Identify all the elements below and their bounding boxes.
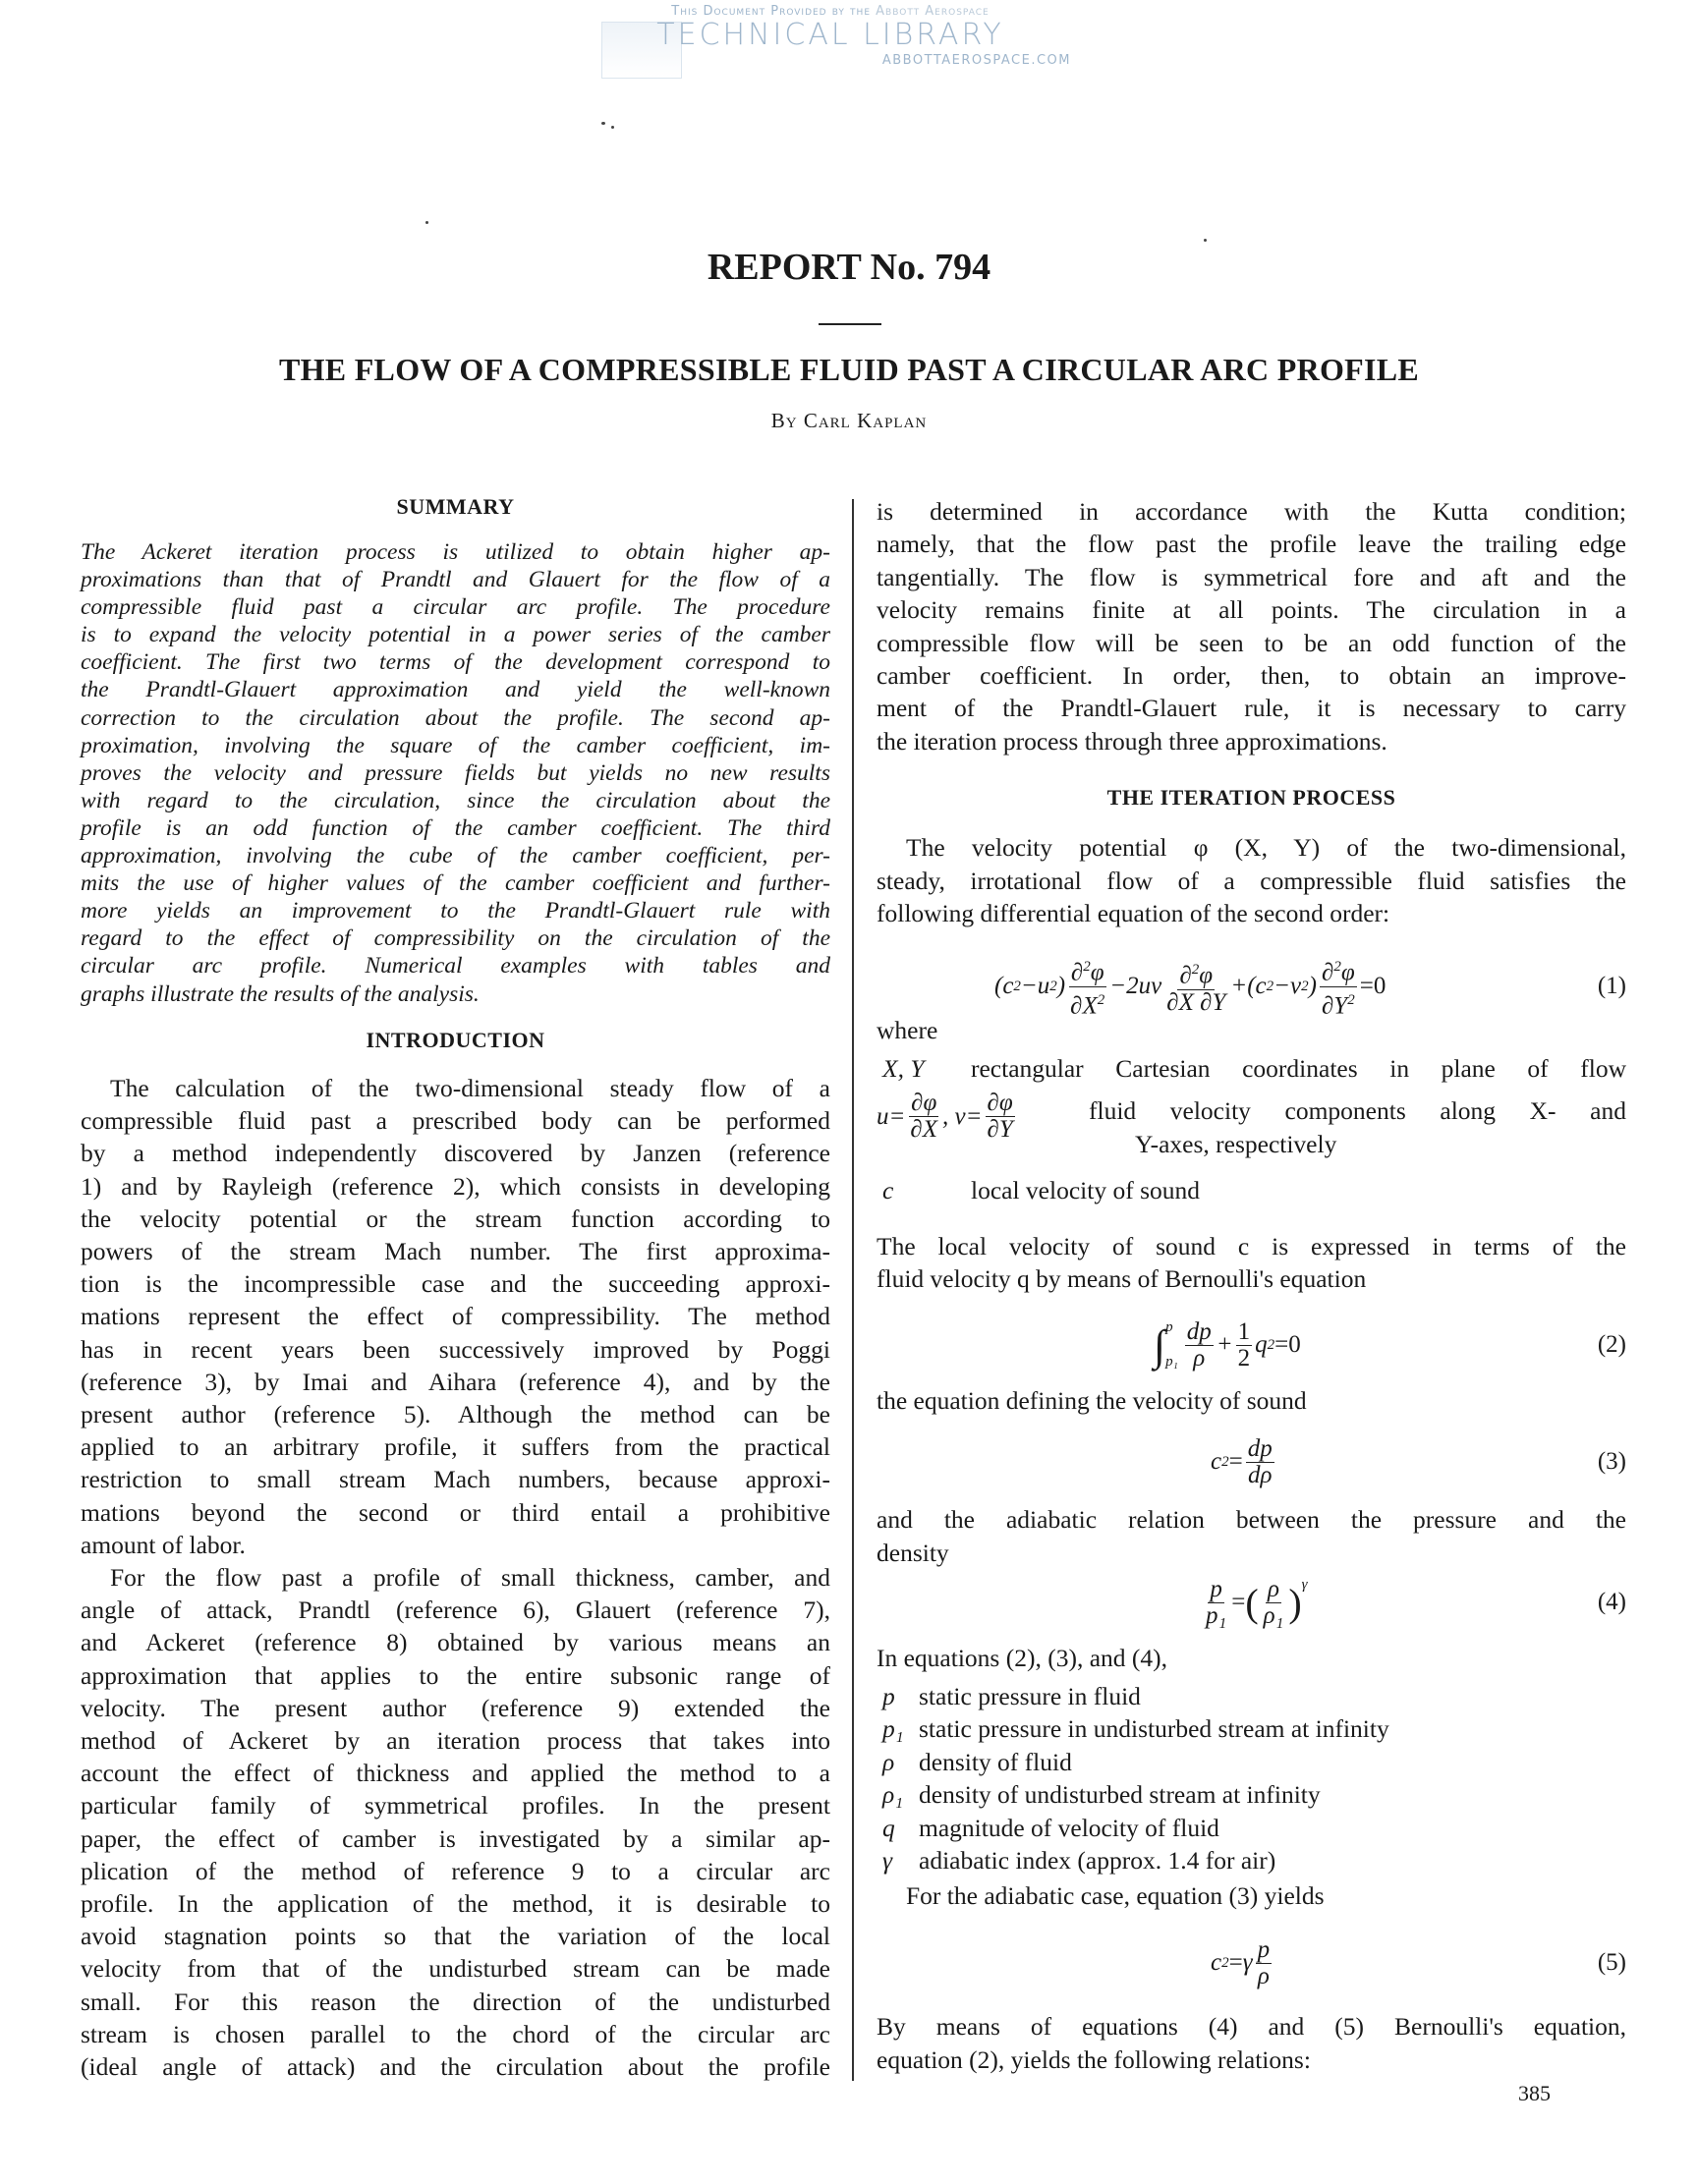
text-line: amount of labor. <box>81 1530 246 1559</box>
symbol-item <box>877 1812 1626 1844</box>
symbol: ρ₁ <box>882 1780 904 1810</box>
equation-1: (c 2 −u 2 ) $\frac{\partial^2\varphi}{\partial X^2}$ −2uv $\frac{\partial^2\varphi}{\partial X \partial Y}$ +(c 2 −v 2 ) $\frac{\partial^2\varphi}{\partial Y^2}$ =0 (1) <box>877 957 1626 1016</box>
symbol: p <box>882 1682 895 1710</box>
text-line: circular arc profile. Numerical examples with tables and <box>81 953 830 980</box>
author-byline: By Carl Kaplan <box>770 409 928 432</box>
equation-3: c 2 = $\frac{dp}{d\rho}$ (3) <box>1211 1434 1626 1488</box>
text-line: regard to the effect of compressibility on the circulation of the <box>81 925 830 952</box>
text-line: compressible fluid past a prescribed body can be performed <box>81 1106 830 1136</box>
introduction-para-1 <box>81 1072 830 1561</box>
text-line: plication of the method of reference 9 to a circular arc <box>81 1856 830 1885</box>
text-line: is determined in accordance with the Kutta condition; <box>877 497 1626 526</box>
text-line: For the flow past a profile of small thickness, camber, and <box>110 1563 830 1592</box>
symbol-item <box>877 1844 1626 1876</box>
definition-symbol: X, Y <box>882 1054 925 1083</box>
where-label: where <box>877 1016 938 1044</box>
text-line: profile. In the application of the method, it is desirable to <box>81 1889 830 1919</box>
summary-heading: SUMMARY <box>396 494 515 519</box>
column-divider <box>852 499 854 2081</box>
equation-number: (5) <box>1597 1949 1626 1976</box>
equation-number: (1) <box>1597 973 1626 999</box>
text-line: angle of attack, Prandtl (reference 6), Glauert (reference 7), <box>81 1596 830 1625</box>
text-line: mits the use of higher values of the camber coefficient and further- <box>81 870 830 897</box>
symbol-item <box>877 1746 1626 1778</box>
scan-speck <box>601 122 605 125</box>
text-line: approximation, involving the cube of the camber coefficient, per- <box>81 843 830 869</box>
equation-number: (3) <box>1597 1448 1626 1475</box>
text-line: and the adiabatic relation between the pressure and the <box>877 1505 1626 1534</box>
page-number: 385 <box>1518 2081 1551 2105</box>
symbol-description: static pressure in fluid <box>919 1682 1141 1710</box>
text-line: velocity. The present author (reference 9) extended the <box>81 1693 830 1722</box>
text-line: the Prandtl-Glauert approximation and yield the well-known <box>81 677 830 703</box>
text-line: and Ackeret (reference 8) obtained by various means an <box>81 1628 830 1657</box>
symbol-description: density of fluid <box>919 1747 1072 1776</box>
watermark-brand: Abbott Aerospace <box>876 4 990 19</box>
text-line: proximation, involving the square of the camber coefficient, im- <box>81 732 830 758</box>
symbol-item <box>877 1778 1626 1811</box>
text-line: profile is an odd function of the camber coefficient. The third <box>81 814 830 841</box>
text-line: density <box>877 1539 949 1567</box>
scan-speck <box>425 221 428 224</box>
watermark-title: TECHNICAL LIBRARY <box>656 18 1004 52</box>
iteration-heading: THE ITERATION PROCESS <box>1106 785 1396 810</box>
symbol-description: static pressure in undisturbed stream at infinity <box>919 1714 1389 1744</box>
text-line: compressible fluid past a circular arc profile. The procedure <box>81 594 830 621</box>
paper-title: THE FLOW OF A COMPRESSIBLE FLUID PAST A CIRCULAR ARC PROFILE <box>278 352 1420 387</box>
text-line: more yields an improvement to the Prandtl-Glauert rule with <box>81 898 830 924</box>
text-line: equation (2), yields the following relations: <box>877 2045 1311 2074</box>
text-line: the iteration process through three approximations. <box>877 726 1387 756</box>
text-line: tion is the incompressible case and the succeeding approxi- <box>81 1269 830 1299</box>
text-line: powers of the stream Mach number. The first approxima- <box>81 1237 830 1266</box>
text-line: namely, that the flow past the profile leave the trailing edge <box>877 530 1626 559</box>
text-line: graphs illustrate the results of the analysis. <box>81 980 480 1007</box>
text-line: has in recent years been successively improved by Poggi <box>81 1334 830 1364</box>
text-line: the velocity potential or the stream function according to <box>81 1204 830 1233</box>
summary-text <box>81 538 830 1008</box>
equation-number: (2) <box>1597 1331 1626 1358</box>
text-line: proximations than that of Prandtl and Glauert for the flow of a <box>81 567 830 593</box>
watermark-text: This Document Provided by the <box>671 4 872 19</box>
definition-symbol: c <box>882 1176 894 1204</box>
equation-4: $\frac{p}{\text{p₁}}$ = ( $\frac{\rho}{\text{ρ₁}}$ ) $^\gamma$ (4) <box>1206 1575 1626 1629</box>
scan-speck <box>1204 239 1207 242</box>
definition-symbol: u= $\frac{\partial\varphi}{\partial X}$ , v= $\frac{\partial\varphi}{\partial Y}$ <box>877 1090 1013 1143</box>
iteration-para-4 <box>877 1503 1626 1570</box>
symbol-description: density of undisturbed stream at infinity <box>919 1780 1321 1810</box>
text-line: applied to an arbitrary profile, it suffers from the practical <box>81 1432 830 1462</box>
iteration-para-2 <box>877 1230 1626 1295</box>
symbol-description: magnitude of velocity of fluid <box>919 1813 1219 1842</box>
symbol: p₁ <box>882 1714 904 1744</box>
text-line: camber coefficient. In order, then, to obtain an improve- <box>877 661 1626 691</box>
text-line: compressible flow will be seen to be an odd function of the <box>877 628 1626 657</box>
title-rule <box>819 323 881 325</box>
equation-5: c 2 = γ $\frac{p}{\rho}$ (5) <box>1211 1935 1626 1989</box>
text-line: The Ackeret iteration process is utilized to obtain higher ap- <box>81 539 830 565</box>
text-line: particular family of symmetrical profiles. In the present <box>81 1791 830 1820</box>
equation-2: ∫ p p₁ $\frac{dp}{\rho}$ + $\frac{1}{2}$ q 2 =0 (2) <box>1154 1317 1626 1372</box>
introduction-para-2 <box>81 1561 830 2083</box>
text-line: 1) and by Rayleigh (reference 2), which consists in developing <box>81 1171 830 1201</box>
introduction-heading: INTRODUCTION <box>366 1028 545 1052</box>
text-line: correction to the circulation about the profile. The second ap- <box>81 704 830 731</box>
text-line: The calculation of the two-dimensional steady flow of a <box>110 1074 830 1102</box>
text-line: (ideal angle of attack) and the circulation about the profile <box>81 2052 830 2082</box>
symbol: q <box>882 1813 895 1842</box>
text-line: proves the velocity and pressure fields but yields no new results <box>81 759 830 786</box>
text-line: tangentially. The flow is symmetrical fore and aft and the <box>877 562 1626 591</box>
text-line: velocity remains finite at all points. The circulation in a <box>877 595 1626 625</box>
text-line: following differential equation of the second order: <box>877 899 1390 927</box>
symbol: γ <box>882 1845 893 1875</box>
text-line: stream is chosen parallel to the chord of the circular arc <box>81 2019 830 2048</box>
iteration-para-3: the equation defining the velocity of sound <box>877 1386 1307 1415</box>
text-line: fluid velocity q by means of Bernoulli's equation <box>877 1264 1367 1294</box>
symbol-item <box>877 1680 1626 1712</box>
text-line: by a method independently discovered by Janzen (reference <box>81 1139 830 1168</box>
iteration-para-6: For the adiabatic case, equation (3) yields <box>906 1881 1325 1910</box>
text-line: avoid stagnation points so that the variation of the local <box>81 1922 830 1951</box>
watermark-provided-by <box>590 4 1071 19</box>
definition-uv <box>877 1091 1626 1169</box>
text-line: The velocity potential φ (X, Y) of the two-dimensional, <box>906 833 1626 862</box>
text-line: By means of equations (4) and (5) Bernoulli's equation, <box>877 2012 1626 2041</box>
iteration-para-5: In equations (2), (3), and (4), <box>877 1644 1167 1672</box>
equation-number: (4) <box>1597 1589 1626 1615</box>
text-line: account the effect of thickness and applied the method to a <box>81 1759 830 1788</box>
iteration-para-1 <box>877 831 1626 930</box>
definition-description: fluid velocity components along X- and <box>1089 1096 1626 1125</box>
text-line: The local velocity of sound c is expressed in terms of the <box>877 1232 1626 1260</box>
introduction-para-3 <box>877 495 1626 757</box>
text-line: method of Ackeret by an iteration process that takes into <box>81 1726 830 1756</box>
symbol-list <box>877 1680 1626 1876</box>
definition-xy <box>877 1054 1626 1087</box>
text-line: mations beyond the second or third entail a prohibitive <box>81 1497 830 1527</box>
text-line: with regard to the circulation, since the circulation about the <box>81 787 830 813</box>
text-line: paper, the effect of camber is investigated by a similar ap- <box>81 1823 830 1853</box>
text-line: steady, irrotational flow of a compressible fluid satisfies the <box>877 866 1626 895</box>
text-line: velocity from that of the undisturbed stream can be made <box>81 1954 830 1984</box>
iteration-para-7 <box>877 2010 1626 2077</box>
text-line: approximation that applies to the entire subsonic range of <box>81 1660 830 1690</box>
report-number: REPORT No. 794 <box>707 247 991 288</box>
symbol-description: adiabatic index (approx. 1.4 for air) <box>919 1845 1276 1875</box>
symbol-item <box>877 1712 1626 1745</box>
text-line: restriction to small stream Mach numbers, because approxi- <box>81 1465 830 1494</box>
text-line: ment of the Prandtl-Glauert rule, it is necessary to carry <box>877 694 1626 723</box>
text-line: (reference 3), by Imai and Aihara (reference 4), and by the <box>81 1367 830 1396</box>
definition-description: local velocity of sound <box>971 1176 1200 1204</box>
watermark-url: ABBOTTAEROSPACE.COM <box>881 53 1071 68</box>
text-line: is to expand the velocity potential in a power series of the camber <box>81 622 830 648</box>
scan-speck <box>611 126 614 129</box>
text-line: small. For this reason the direction of the undisturbed <box>81 1987 830 2016</box>
definition-description-cont: Y-axes, respectively <box>1135 1130 1337 1158</box>
text-line: coefficient. The first two terms of the development correspond to <box>81 649 830 676</box>
text-line: present author (reference 5). Although the method can be <box>81 1400 830 1429</box>
symbol: ρ <box>882 1747 895 1776</box>
definition-description: rectangular Cartesian coordinates in plane of flow <box>971 1054 1626 1083</box>
text-line: mations represent the effect of compressibility. The method <box>81 1302 830 1331</box>
